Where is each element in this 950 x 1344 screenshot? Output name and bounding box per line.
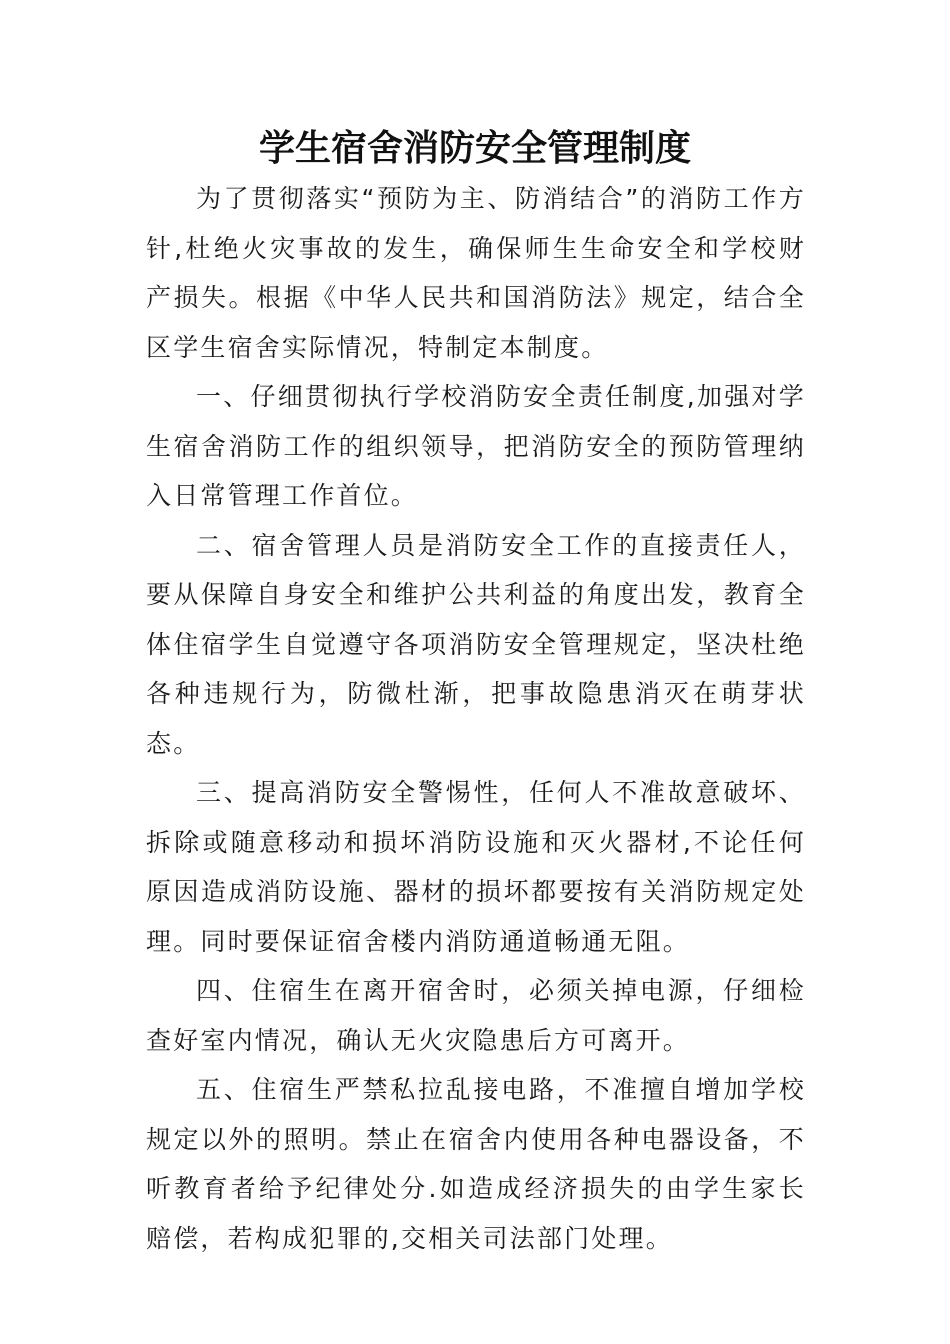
paragraph-1: 一、仔细贯彻执行学校消防安全责任制度,加强对学生宿舍消防工作的组织领导，把消防安全的预防管理纳入日常管理工作首位。 — [146, 382, 806, 510]
paragraph-5: 五、住宿生严禁私拉乱接电路，不准擅自增加学校规定以外的照明。禁止在宿舍内使用各种电器设备，不听教育者给予纪律处分.如造成经济损失的由学生家长赔偿，若构成犯罪的,交相关司法部门处理。 — [146, 1075, 806, 1253]
paragraph-intro: 为了贯彻落实“预防为主、防消结合”的消防工作方针,杜绝火灾事故的发生，确保师生生命安全和学校财产损失。根据《中华人民共和国消防法》规定，结合全区学生宿舍实际情况，特制定本制度。 — [146, 184, 806, 362]
paragraph-4: 四、住宿生在离开宿舍时，必须关掉电源，仔细检查好室内情况，确认无火灾隐患后方可离开。 — [146, 976, 806, 1055]
paragraph-2: 二、宿舍管理人员是消防安全工作的直接责任人，要从保障自身安全和维护公共利益的角度出发，教育全体住宿学生自觉遵守各项消防安全管理规定，坚决杜绝各种违规行为，防微杜渐，把事故隐患消灭在萌芽状态。 — [146, 530, 806, 758]
document-body — [146, 174, 806, 1263]
document-title: 学生宿舍消防安全管理制度 — [258, 127, 691, 169]
paragraph-3: 三、提高消防安全警惕性，任何人不准故意破坏、拆除或随意移动和损坏消防设施和灭火器材,不论任何原因造成消防设施、器材的损坏都要按有关消防规定处理。同时要保证宿舍楼内消防通道畅通无阻。 — [146, 778, 806, 956]
